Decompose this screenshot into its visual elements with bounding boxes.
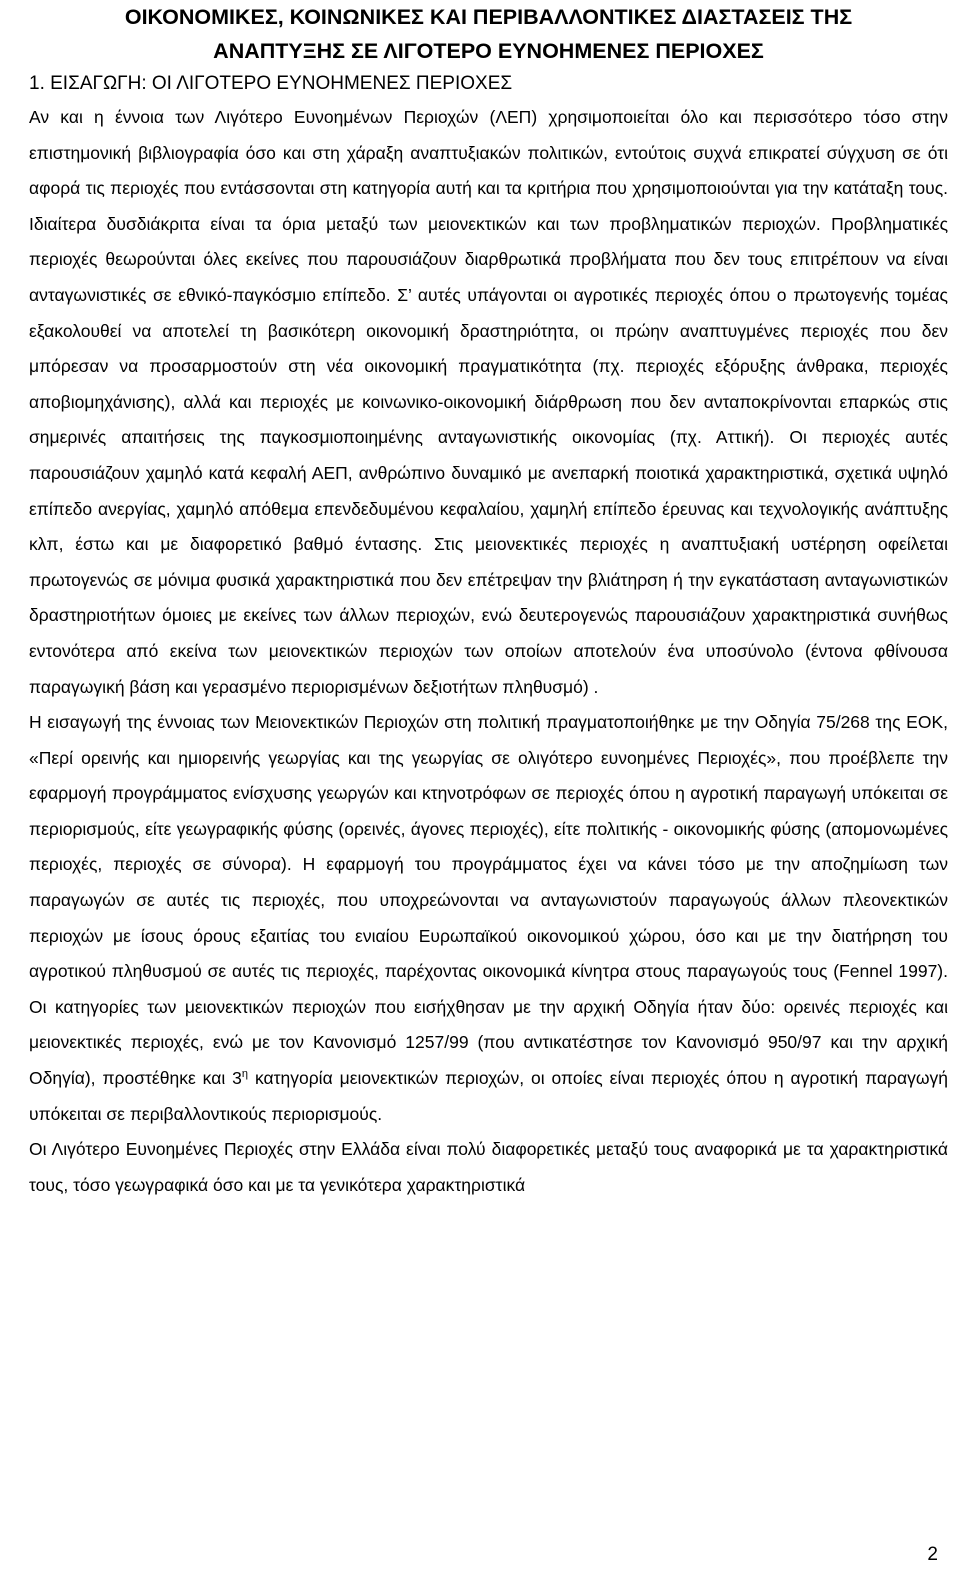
paragraph-3: Οι Λιγότερο Ευνοημένες Περιοχές στην Ελλάδα είναι πολύ διαφορετικές μεταξύ τους αναφορικά με τα χαρακτηριστικά τους, τόσο γεωγραφικά όσο και με τα γενικότερα χαρακτηριστικά xyxy=(29,1139,948,1195)
paragraph-1: Αν και η έννοια των Λιγότερο Ευνοημένων Περιοχών (ΛΕΠ) χρησιμοποιείται όλο και περισσότερο τόσο στην επιστημονική βιβλιογραφία όσο και στη χάραξη αναπτυξιακών πολιτικών, εντούτοις συχνά επικρατεί σύγχυση σε ότι αφορά τις περιοχές που εντάσσονται στη κατηγορία αυτή και τα κριτήρια που χρησιμοποιούνται για την κατάταξη τους. Ιδιαίτερα δυσδιάκριτα είναι τα όρια μεταξύ των μειονεκτικών και των προβληματικών περιοχών. Προβληματικές περιοχές θεωρούνται όλες εκείνες που παρουσιάζουν διαρθρωτικά προβλήματα που δεν τους επιτρέπουν να είναι ανταγωνιστικές σε εθνικό-παγκόσμιο επίπεδο. Σ’ αυτές υπάγονται οι αγροτικές περιοχές όπου ο πρωτογενής τομέας εξακολουθεί να αποτελεί τη βασικότερη οικονομική δραστηριότητα, οι πρώην αναπτυγμένες περιοχές που δεν μπόρεσαν να προσαρμοστούν στη νέα οικονομική πραγματικότητα (πχ. περιοχές εξόρυξης άνθρακα, περιοχές αποβιομηχάνισης), αλλά και περιοχές με κοινωνικο-οικονομική διάρθρωση που δεν ανταποκρίνονται επαρκώς στις σημερινές απαιτήσεις της παγκοσμιοποιημένης ανταγωνιστικής οικονομίας (πχ. Αττική). Οι περιοχές αυτές παρουσιάζουν χαμηλό κατά κεφαλή ΑΕΠ, ανθρώπινο δυναμικό με ανεπαρκή ποιοτικά χαρακτηριστικά, σχετικά υψηλό επίπεδο ανεργίας, χαμηλό απόθεμα επενδεδυμένου κεφαλαίου, χαμηλή επίπεδο έρευνας και τεχνολογικής ανάπτυξης κλπ, έστω και με διαφορετικό βαθμό έντασης. Στις μειονεκτικές περιοχές η αναπτυξιακή υστέρηση οφείλεται πρωτογενώς σε μόνιμα φυσικά χαρακτηριστικά που δεν επέτρεψαν την βλιάτηρση ή την εγκατάσταση ανταγωνιστικών δραστηριοτήτων όμοιες με εκείνες των άλλων περιοχών, ενώ δευτερογενώς παρουσιάζουν χαρακτηριστικά συνήθως εντονότερα από εκείνα των μειονεκτικών περιοχών των οποίων αποτελούν ένα υποσύνολο (έντονα φθίνουσα παραγωγική βάση και γερασμένο περιορισμένων δεξιοτήτων πληθυσμό) . xyxy=(29,107,948,697)
document-title xyxy=(29,0,948,68)
paragraph-2 xyxy=(29,705,948,1132)
title-line-2: ΑΝΑΠΤΥΞΗΣ ΣΕ ΛΙΓΟΤΕΡΟ ΕΥΝΟΗΜΕΝΕΣ ΠΕΡΙΟΧΕΣ xyxy=(213,39,764,63)
paragraph-2-body: Η εισαγωγή της έννοιας των Μειονεκτικών Περιοχών στη πολιτική πραγματοποιήθηκε με την Οδηγία 75/268 της ΕΟΚ, «Περί ορεινής και ημιορεινής γεωργίας και της γεωργίας σε ολιγότερο ευνοημένες Περιοχές», που προέβλεπε την εφαρμογή προγράμματος ενίσχυσης γεωργών και κτηνοτρόφων σε περιοχές όπου η αγροτική παραγωγή υπόκειται σε περιορισμούς, είτε γεωγραφικής φύσης (ορεινές, άγονες περιοχές), είτε πολιτικής - οικονομικής φύσης (απομονωμένες περιοχές, περιοχές σε σύνορα). Η εφαρμογή του προγράμματος έχει να κάνει τόσο με την αποζημίωση των παραγωγών σε αυτές τις περιοχές, που υποχρεώνονται να ανταγωνιστούν παραγωγούς άλλων πλεονεκτικών περιοχών με ίσους όρους εξαιτίας του ενιαίου Ευρωπαϊκού οικονομικού χώρου, όσο και με την διατήρηση του αγροτικού πληθυσμού σε αυτές τις περιοχές, παρέχοντας οικονομικά κίνητρα στους παραγωγούς τους (Fennel 1997). Οι κατηγορίες των μειονεκτικών περιοχών που εισήχθησαν με την αρχική Οδηγία ήταν δύο: ορεινές περιοχές και μειονεκτικές περιοχές, ενώ με τον Κανονισμό 1257/99 (που αντικατέστησε τον Κανονισμό 950/97 και την αρχική Οδηγία), προστέθηκε και 3 xyxy=(29,712,948,1089)
page-number: 2 xyxy=(927,1544,938,1565)
section-heading: 1. ΕΙΣΑΓΩΓΗ: ΟΙ ΛΙΓΟΤΕΡΟ ΕΥΝΟΗΜΕΝΕΣ ΠΕΡΙΟΧΕΣ xyxy=(29,73,513,94)
ordinal-superscript: η xyxy=(241,1068,249,1081)
title-line-1: ΟΙΚΟΝΟΜΙΚΕΣ, ΚΟΙΝΩΝΙΚΕΣ ΚΑΙ ΠΕΡΙΒΑΛΛΟΝΤΙΚΕΣ ΔΙΑΣΤΑΣΕΙΣ ΤΗΣ xyxy=(124,5,853,29)
paragraph-2-tail: κατηγορία μειονεκτικών περιοχών, οι οποίες είναι περιοχές όπου η αγροτική παραγωγή υπόκειται σε περιβαλλοντικούς περιορισμούς. xyxy=(29,1068,948,1124)
